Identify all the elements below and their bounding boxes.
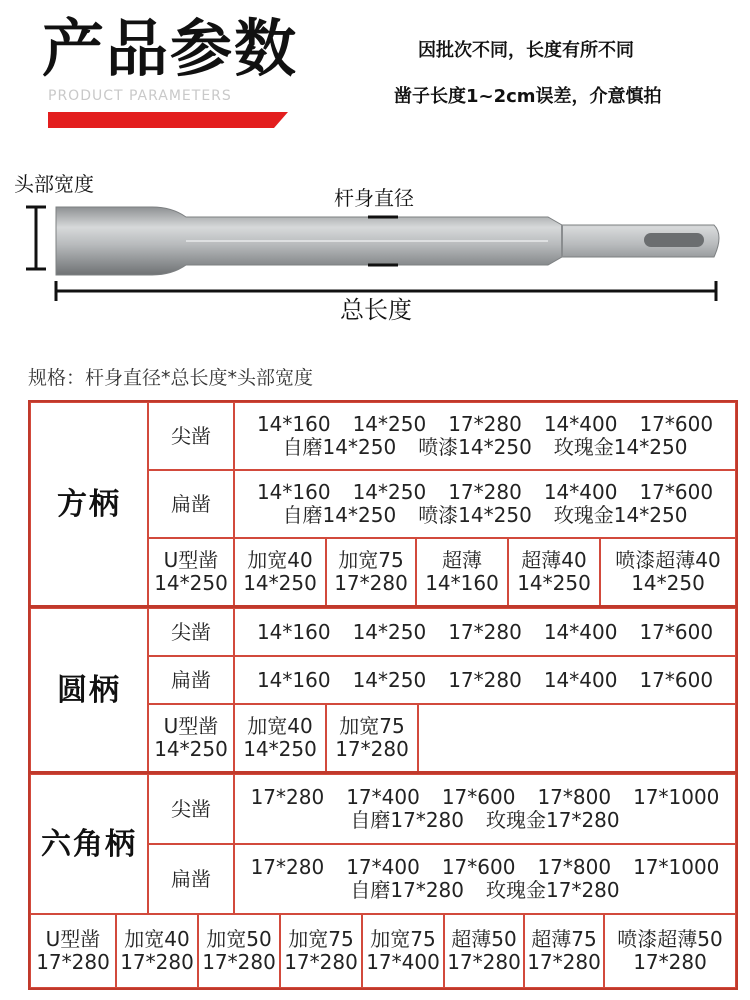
variant-cell [234,704,326,772]
sizes-cell [234,774,736,844]
variant-name: U型凿 [163,714,219,738]
size-value: 17*280 [250,855,325,879]
size-value: 自磨14*250 [282,435,397,459]
variant-cell [198,914,280,988]
size-value: 14*400 [543,619,618,644]
variant-size: 14*160 [425,571,499,595]
category-hex-shank: 六角柄 [30,774,148,914]
variant-size: 17*400 [366,950,440,974]
variant-size: 14*250 [154,571,228,595]
type-flat-chisel: 扁凿 [148,656,234,704]
variant-cell [524,914,604,988]
variant-size: 14*250 [631,571,705,595]
size-value: 17*280 [448,619,522,644]
sizes-cell [234,608,736,656]
size-value: 17*1000 [633,855,720,879]
size-value: 17*400 [346,785,420,809]
variant-size: 17*280 [633,950,707,974]
size-value: 17*600 [441,785,516,809]
title-underline [48,112,288,128]
size-value: 14*400 [543,480,618,504]
size-value: 17*800 [537,785,612,809]
size-value: 喷漆14*250 [418,435,532,459]
variant-cell [280,914,362,988]
size-value: 喷漆14*250 [418,503,532,527]
spec-format-label: 规格：杆身直径*总长度*头部宽度 [28,367,314,389]
variant-size: 17*280 [120,950,194,974]
type-flat-chisel: 扁凿 [148,844,234,914]
sizes-cell [234,844,736,914]
variant-size: 17*280 [335,737,409,761]
variant-name: U型凿 [163,548,219,572]
size-value: 14*160 [256,619,331,644]
shaft-diameter-label: 杆身直径 [334,186,414,210]
variant-cell [148,704,234,772]
page-subtitle: PRODUCT PARAMETERS [48,88,232,104]
total-length-label: 总长度 [340,296,412,324]
variant-cell [600,538,736,606]
variant-size: 17*280 [284,950,358,974]
size-value: 14*250 [352,619,427,644]
chisel-diagram [0,195,750,305]
variant-name: 超薄 [442,548,482,572]
total-length-bracket [56,281,716,301]
length-tolerance-note: 凿子长度1~2cm误差，介意慎拍 [394,86,662,107]
variant-name: 加宽40 [247,714,313,738]
size-value: 17*600 [639,619,714,644]
spec-table [28,400,738,990]
size-value: 17*1000 [633,785,720,809]
variant-size: 17*280 [447,950,521,974]
variant-cell [234,538,326,606]
size-value: 14*250 [352,480,427,504]
size-value: 自磨17*280 [350,878,464,902]
variant-size: 14*250 [243,571,317,595]
variant-name: 加宽75 [288,927,354,951]
size-value: 17*600 [441,855,516,879]
variant-cell [416,538,508,606]
size-value: 自磨14*250 [282,503,397,527]
size-value: 17*280 [448,412,522,436]
size-value: 17*800 [537,855,612,879]
variant-size: 14*250 [154,737,228,761]
variant-name: 喷漆超薄50 [617,927,723,951]
size-value: 14*160 [256,412,331,436]
variant-size: 17*280 [527,950,601,974]
size-value: 17*280 [448,667,522,692]
size-value: 玫瑰金17*280 [486,878,620,902]
size-value: 自磨17*280 [350,808,464,832]
type-pointed-chisel: 尖凿 [148,402,234,470]
size-value: 14*250 [352,412,427,436]
variant-size: 17*280 [334,571,408,595]
variant-cell [116,914,198,988]
page-title: 产品参数 [42,12,299,85]
variant-cell [326,704,418,772]
empty-cell [418,704,736,772]
variant-name: 加宽75 [339,714,405,738]
size-value: 玫瑰金14*250 [553,435,688,459]
variant-size: 17*280 [202,950,276,974]
head-width-label: 头部宽度 [14,172,94,196]
variant-name: 加宽75 [338,548,404,572]
variant-name: 加宽75 [370,927,436,951]
head-width-bracket [26,207,46,269]
category-round-shank: 圆柄 [30,608,148,772]
sizes-cell [234,402,736,470]
variant-name: 加宽50 [206,927,272,951]
variant-cell [148,538,234,606]
size-value: 17*400 [346,855,420,879]
variant-name: 超薄40 [521,548,587,572]
variant-size: 14*250 [517,571,591,595]
variant-name: 加宽40 [247,548,313,572]
batch-note: 因批次不同，长度有所不同 [418,40,634,61]
type-pointed-chisel: 尖凿 [148,608,234,656]
variant-name: U型凿 [45,927,101,951]
variant-cell [30,914,116,988]
variant-cell [444,914,524,988]
variant-cell [508,538,600,606]
variant-size: 14*250 [243,737,317,761]
size-value: 玫瑰金14*250 [553,503,688,527]
variant-name: 喷漆超薄40 [615,548,721,572]
size-value: 玫瑰金17*280 [486,808,620,832]
sizes-cell [234,470,736,538]
size-value: 17*600 [639,480,714,504]
variant-name: 超薄50 [451,927,517,951]
size-value: 14*250 [352,667,427,692]
size-value: 14*160 [256,667,331,692]
size-value: 17*600 [639,667,714,692]
size-value: 17*600 [639,412,714,436]
variant-name: 超薄75 [531,927,597,951]
size-value: 17*280 [250,785,325,809]
variant-cell [362,914,444,988]
variant-size: 17*280 [36,950,110,974]
variant-name: 加宽40 [124,927,190,951]
category-square-shank: 方柄 [30,402,148,606]
size-value: 14*400 [543,667,618,692]
variant-cell [604,914,736,988]
size-value: 17*280 [448,480,522,504]
type-pointed-chisel: 尖凿 [148,774,234,844]
size-value: 14*400 [543,412,618,436]
sizes-cell [234,656,736,704]
size-value: 14*160 [256,480,331,504]
variant-cell [326,538,416,606]
type-flat-chisel: 扁凿 [148,470,234,538]
